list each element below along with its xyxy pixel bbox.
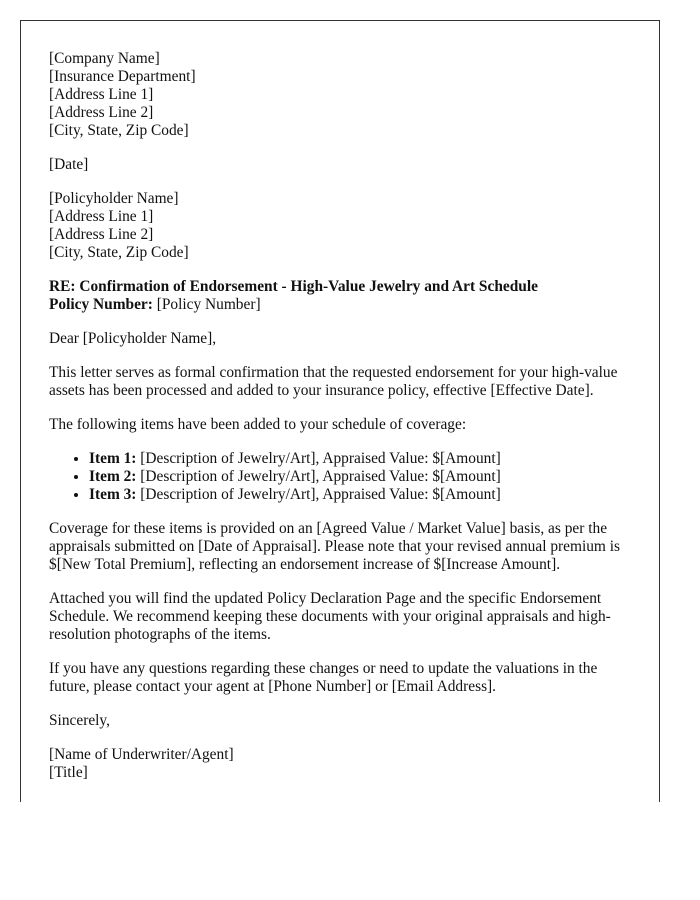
sender-department: [Insurance Department] [49, 68, 196, 85]
signer-name: [Name of Underwriter/Agent] [49, 746, 234, 763]
item-label: Item 2: [89, 468, 137, 485]
recipient-name: [Policyholder Name] [49, 190, 179, 207]
salutation: Dear [Policyholder Name], [49, 330, 217, 347]
item-text: [Description of Jewelry/Art], Appraised Value: $[Amount] [136, 486, 501, 503]
list-item [89, 468, 639, 486]
item-text: [Description of Jewelry/Art], Appraised Value: $[Amount] [136, 450, 501, 467]
policy-number-label: Policy Number: [49, 296, 153, 313]
sender-city-state-zip: [City, State, Zip Code] [49, 122, 189, 139]
recipient-address-line-1: [Address Line 1] [49, 208, 154, 225]
policy-number-value: [Policy Number] [152, 296, 261, 313]
item-label: Item 3: [89, 486, 137, 503]
re-line: RE: Confirmation of Endorsement - High-Value Jewelry and Art Schedule [49, 278, 538, 295]
sender-address-block [49, 50, 639, 140]
items-intro-paragraph: The following items have been added to your schedule of coverage: [49, 416, 467, 433]
subject-line [49, 278, 639, 296]
letter-body [49, 50, 639, 798]
coverage-paragraph: Coverage for these items is provided on an [Agreed Value / Market Value] basis, as per the appraisals submitted on [Date of Appraisal]. Please note that your revised annual premium is $[New Total Premium], reflecting an endorsement increase of $[Increase Amount]. [49, 520, 621, 573]
sender-address-line-1: [Address Line 1] [49, 86, 154, 103]
contact-paragraph: If you have any questions regarding these changes or need to update the valuations in the future, please contact your agent at [Phone Number] or [Email Address]. [49, 660, 598, 695]
list-item [89, 486, 639, 504]
recipient-address-line-2: [Address Line 2] [49, 226, 154, 243]
intro-paragraph: This letter serves as formal confirmation that the requested endorsement for your high-value assets has been processed and added to your insurance policy, effective [Effective Date]. [49, 364, 618, 399]
sender-address-line-2: [Address Line 2] [49, 104, 154, 121]
policy-number-line [49, 296, 639, 314]
sender-company-name: [Company Name] [49, 50, 160, 67]
item-text: [Description of Jewelry/Art], Appraised Value: $[Amount] [136, 468, 501, 485]
signature-block [49, 746, 639, 782]
letter-date [49, 156, 639, 174]
recipient-address-block [49, 190, 639, 262]
date-text: [Date] [49, 156, 89, 173]
subject-block [49, 278, 639, 314]
letter-page [20, 20, 660, 802]
valediction: Sincerely, [49, 712, 110, 729]
signer-title: [Title] [49, 764, 88, 781]
item-label: Item 1: [89, 450, 137, 467]
scheduled-items-list [49, 450, 639, 504]
attachments-paragraph: Attached you will find the updated Policy Declaration Page and the specific Endorsement Schedule. We recommend keeping these documents with your original appraisals and high-resolution photographs of the items. [49, 590, 611, 643]
recipient-city-state-zip: [City, State, Zip Code] [49, 244, 189, 261]
list-item [89, 450, 639, 468]
